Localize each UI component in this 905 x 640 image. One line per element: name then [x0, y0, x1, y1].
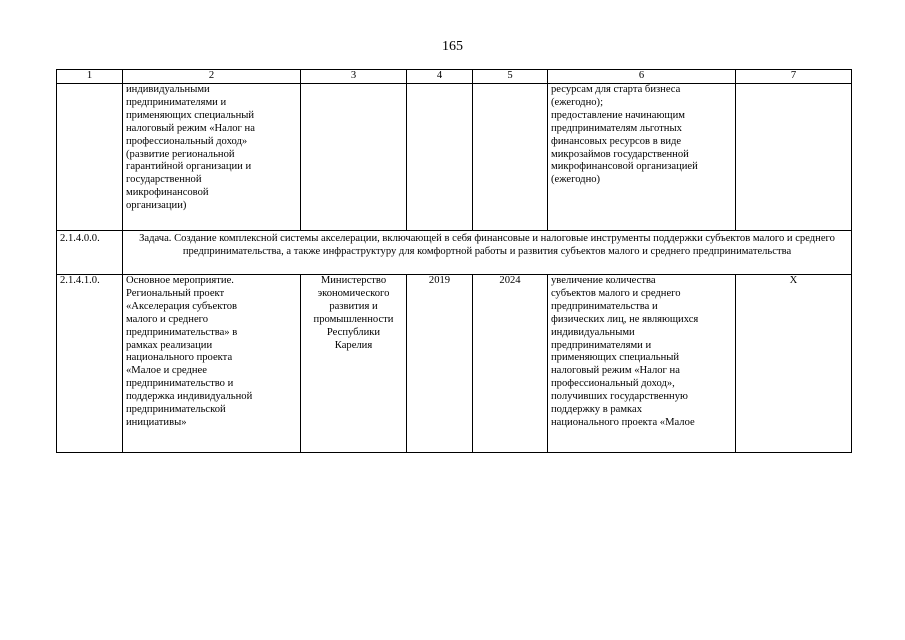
program-measures-table [56, 69, 852, 453]
column-header-2: 2 [123, 70, 301, 84]
column-header-3: 3 [301, 70, 407, 84]
row-code-cell: 2.1.4.1.0. [57, 275, 123, 453]
start-year-cell [407, 84, 473, 231]
page-number: 165 [442, 39, 463, 54]
column-header-7: 7 [736, 70, 852, 84]
measure-cell: индивидуальными предпринимателями и применяющих специальный налоговый режим «Налог на профессиональный доход» (развитие региональной гарантийной организации и государственной микрофинансовой организации) [123, 84, 301, 231]
column-number-row [57, 70, 852, 84]
end-year-cell [473, 84, 548, 231]
start-year-cell: 2019 [407, 275, 473, 453]
column-header-4: 4 [407, 70, 473, 84]
task-row [57, 231, 852, 275]
table-row [57, 275, 852, 453]
column-header-1: 1 [57, 70, 123, 84]
result-cell: увеличение количества субъектов малого и среднего предпринимательства и физических лиц, не являющихся индивидуальными предпринимателями и применяющих специальный налоговый режим «Налог на профессиональный доход», получивших государственную поддержку в рамках национального проекта «Малое [548, 275, 736, 453]
column-7-cell [736, 84, 852, 231]
column-7-cell: Х [736, 275, 852, 453]
result-cell: ресурсам для старта бизнеса (ежегодно); предоставление начинающим предпринимателям льготных финансовых ресурсов в виде микрозаймов государственной микрофинансовой организацией (ежегодно) [548, 84, 736, 231]
table-row [57, 84, 852, 231]
executor-cell [301, 84, 407, 231]
end-year-cell: 2024 [473, 275, 548, 453]
column-header-5: 5 [473, 70, 548, 84]
row-code-cell [57, 84, 123, 231]
executor-cell: Министерство экономического развития и промышленности Республики Карелия [301, 275, 407, 453]
task-text-cell: Задача. Создание комплексной системы акселерации, включающей в себя финансовые и налоговые инструменты поддержки субъектов малого и среднего предпринимательства, а также инфраструктуру для комфортной работы и развития субъектов малого и среднего предпринимательства [123, 231, 852, 275]
column-header-6: 6 [548, 70, 736, 84]
task-code-cell: 2.1.4.0.0. [57, 231, 123, 275]
measure-cell: Основное мероприятие. Региональный проект «Акселерация субъектов малого и среднего предпринимательства» в рамках реализации национального проекта «Малое и среднее предпринимательство и поддержка индивидуальной предпринимательской инициативы» [123, 275, 301, 453]
